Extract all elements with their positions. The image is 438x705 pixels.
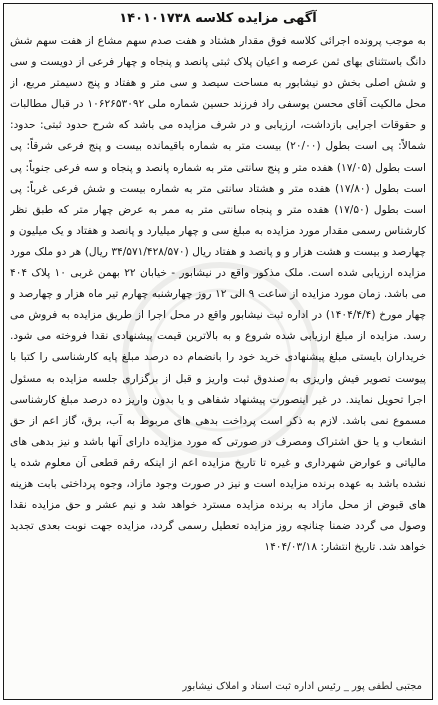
notice-body xyxy=(10,31,426,679)
auction-notice xyxy=(3,3,433,700)
notice-body-paragraph: به موجب پرونده اجرائی کلاسه فوق مقدار هشتاد و هفت صدم سهم مشاع از هفت سهم شش دانگ باستثنای بهای ثمن عرصه و اعیان پلاک ثبتی پانصد و پنجاه و چهار فرعی از دویست و سی و شش اصلی بخش دو نیشابور به مساحت سیصد و سی متر و هفتاد و پنج دسیمتر مربع، از محل مالکیت آقای محسن یوسفی راد فرزند حسین شماره ملی ۱۰۶۲۶۵۳۰۹۲ در قبال مطالبات و حقوقات اجرایی بازداشت، ارزیابی و در شرف مزایده می باشد که شرح حدود ثبتی: حدود: شمالاً: پی است بطول (۲۰/۰۰) بیست متر به شماره باقیمانده بیست و پنج فرعی شرقاً: پی است بطول (۱۷/۰۵) هفده متر و پنج سانتی متر به شماره پانصد و پنجاه و سه فرعی جنوباً: پی است بطول (۱۷/۸۰) هفده متر و هشتاد سانتی متر به شماره بیست و شش فرعی غرباً: پی است بطول (۱۷/۵۰) هفده متر و پنجاه سانتی متر به ممر به عرض چهار متر که طبق نظر کارشناس رسمی مقدار مورد مزایده به مبلغ سی و چهار میلیارد و پانصد و هفتاد و یک میلیون و چهارصد و بیست و هشت هزار و و پانصد و هفتاد ریال (۳۴/۵۷۱/۴۲۸/۵۷۰ ریال) هر دو ملک مورد مزایده ارزیابی شده است. ملک مذکور واقع در نیشابور - خیابان ۲۲ بهمن غربی ۱۰ پلاک ۴۰۴ می باشد. زمان مورد مزایده از ساعت ۹ الی ۱۲ روز چهارشنبه چهارم تیر ماه هزار و چهارصد و چهار مورخ (۱۴۰۴/۴/۴) در اداره ثبت نیشابور واقع در محل اجرا از طریق مزایده به فروش می رسد. مزایده از مبلغ ارزیابی شده شروع و به بالاترین قیمت پیشنهادی نقدا فروخته می شود. خریداران بایستی مبلغ پیشنهادی خرید خود را بانضمام ده درصد مبلغ پایه کارشناسی را کتبا با پیوست تصویر فیش واریزی به صندوق ثبت واریز و قبل از برگزاری جلسه مزایده به مسئول اجرا تحویل نمایند. در غیر اینصورت پیشنهاد شفاهی و یا بدون واریز ده درصد مبلغ کارشناسی مسموع نمی باشد. لازم به ذکر است پرداخت بدهی های مربوط به آب، برق، گاز اعم از حق انشعاب و یا حق اشتراک ومصرف در صورتی که مورد مزایده دارای آنها باشد و نیز بدهی های مالیاتی و عوارض شهرداری و غیره تا تاریخ مزایده اعم از اینکه رقم قطعی آن معلوم شده یا نشده باشد به عهده برنده مزایده است و نیز در صورت وجود مازاد، وجوه پرداختی بابت هزینه های قبوض از محل مازاد به برنده مزایده مسترد خواهد شد و نیم عشر و حق مزایده نقدا وصول می گردد ضمنا چنانچه روز مزایده تعطیل رسمی گردد، مزایده جهت نوبت بعدی تجدید خواهد شد. تاریخ انتشار: ۱۴۰۴/۰۳/۱۸ xyxy=(10,35,426,554)
notice-signature: مجتبی لطفی پور _ رئیس اداره ثبت اسناد و املاک نیشابور xyxy=(182,681,422,692)
notice-title: آگهی مزایده کلاسه ۱۴۰۱۰۱۷۳۸ xyxy=(119,11,317,26)
